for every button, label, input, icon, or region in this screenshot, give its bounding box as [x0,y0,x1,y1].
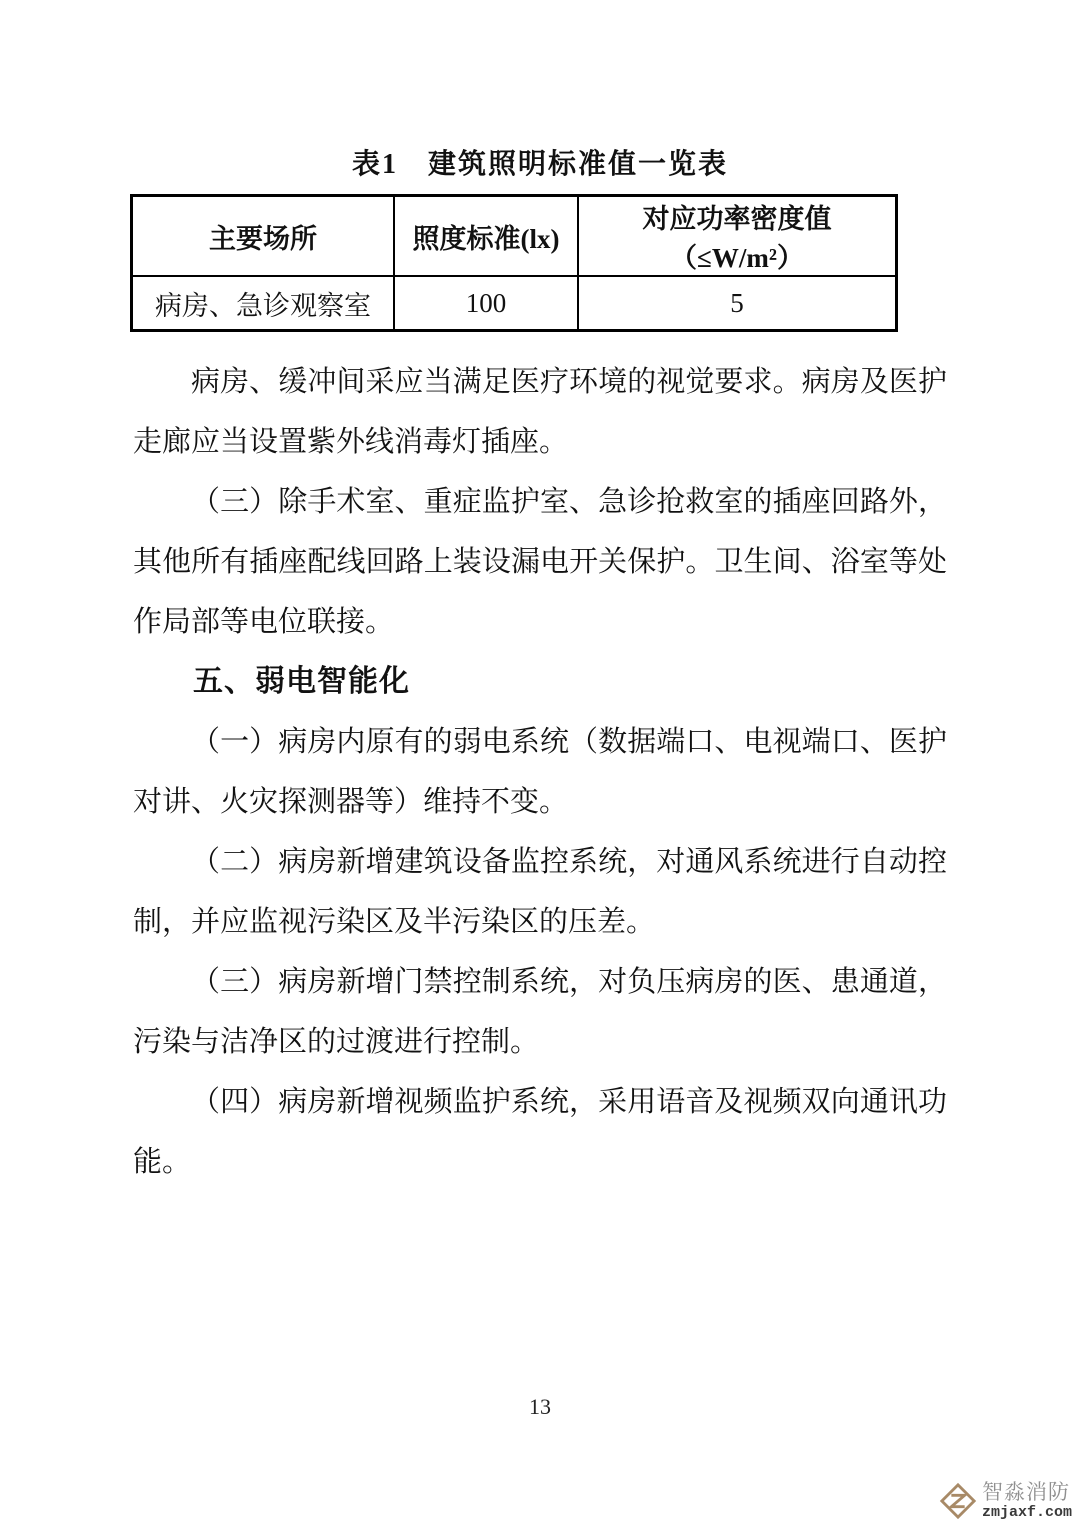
table-cell-power-density: 5 [578,276,897,331]
paragraph-lighting-requirements: 病房、缓冲间采应当满足医疗环境的视觉要求。病房及医护走廊应当设置紫外线消毒灯插座。 [133,366,947,458]
paragraph-socket-circuits: （三）除手术室、重症监护室、急诊抢救室的插座回路外，其他所有插座配线回路上装设漏电开关保护。卫生间、浴室等处作局部等电位联接。 [133,486,947,638]
table-header-row [132,196,897,277]
paragraph-access-control: （三）病房新增门禁控制系统，对负压病房的医、患通道，污染与洁净区的过渡进行控制。 [133,966,947,1058]
table-cell-illuminance: 100 [394,276,578,331]
watermark-url: zmjaxf.com [981,1504,1072,1521]
lighting-standards-table [130,194,898,332]
watermark-brand: 智淼消防 [981,1481,1070,1504]
paragraph-building-monitoring: （二）病房新增建筑设备监控系统，对通风系统进行自动控制，并应监视污染区及半污染区的压差。 [133,846,947,938]
zhimiao-logo-icon [939,1482,977,1520]
section-heading-weak-current: 五、弱电智能化 [193,665,410,698]
paragraph-video-monitoring: （四）病房新增视频监护系统，采用语音及视频双向通讯功能。 [133,1086,947,1178]
table-header-illuminance: 照度标准(lx) [394,196,578,277]
table-caption: 表1 建筑照明标准值一览表 [351,149,728,180]
table-header-place: 主要场所 [132,196,395,277]
body-text [133,352,947,1192]
table-header-power-density: 对应功率密度值（≤W/m²） [578,196,897,277]
watermark-text [982,1482,1072,1520]
page-number: 13 [529,1394,551,1419]
paragraph-existing-systems: （一）病房内原有的弱电系统（数据端口、电视端口、医护对讲、火灾探测器等）维持不变。 [133,726,947,818]
watermark [939,1482,1072,1520]
table-cell-place: 病房、急诊观察室 [132,276,395,331]
table-row [132,276,897,331]
